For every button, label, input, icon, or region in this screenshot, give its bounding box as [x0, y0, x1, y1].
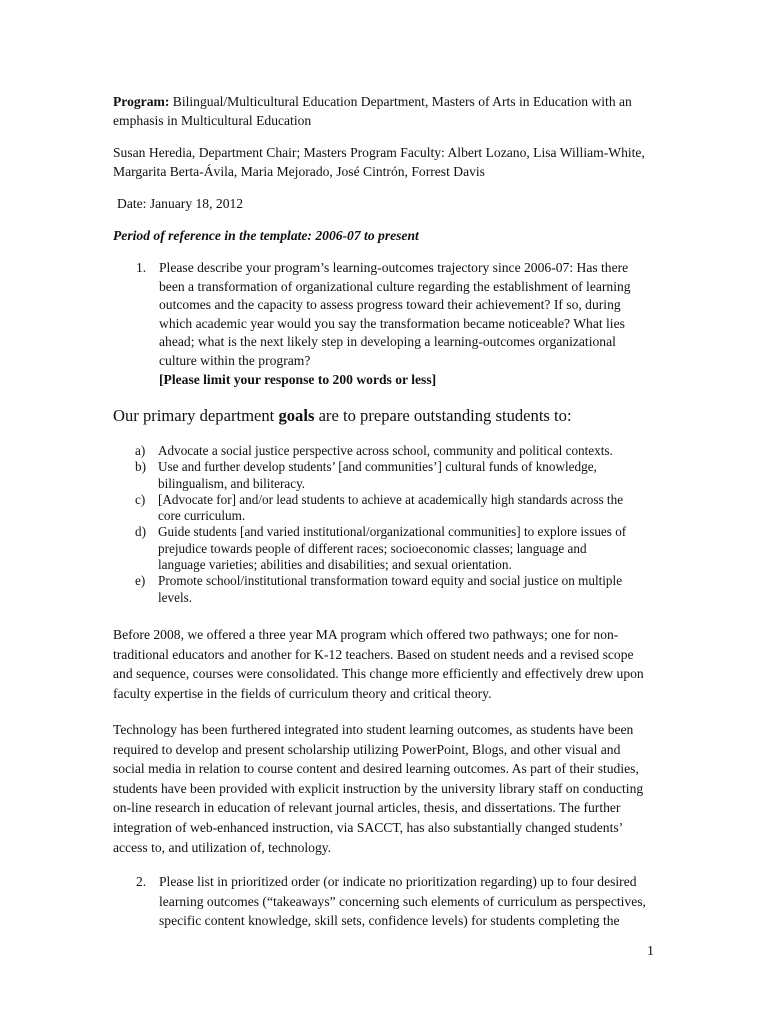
paragraph-line: and sequence, courses were consolidated. This change more efficiently and effectively drew upon [113, 666, 644, 682]
question-1-word-limit: [Please limit your response to 200 words or less] [159, 371, 437, 387]
goal-line: levels. [158, 589, 193, 605]
program-line-1: Bilingual/Multicultural Education Department, Masters of Arts in Education with an [172, 94, 632, 109]
paragraph-line: students have been provided with explicit instruction by the university library staff on conducting [113, 780, 644, 796]
goals-heading-post: are to prepare outstanding students to: [318, 406, 572, 425]
goal-item [135, 459, 665, 492]
paragraph-technology [113, 720, 663, 857]
program-line-2: emphasis in Multicultural Education [113, 113, 312, 128]
paragraph-line: access to, and utilization of, technology. [113, 839, 332, 855]
goals-heading [113, 406, 572, 426]
page-number: 1 [647, 944, 654, 959]
goal-item [135, 443, 665, 459]
goals-list [135, 443, 665, 606]
question-1-line: ahead; what is the next likely step in developing a learning-outcomes organizational [159, 334, 616, 350]
paragraph-line: social media in relation to course content and desired learning outcomes. As part of their studies, [113, 761, 639, 777]
question-1-line: Please describe your program’s learning-outcomes trajectory since 2006-07: Has there [159, 260, 629, 275]
question-1-line: outcomes and the capacity to assess progress toward their achievement? If so, during [159, 297, 621, 313]
goals-heading-pre: Our primary department [113, 406, 275, 425]
goal-item [135, 573, 665, 606]
question-1-line: which academic year would you say the transformation became noticeable? What lies [159, 315, 625, 331]
goal-line: prejudice towards people of different races; socioeconomic classes; language and [158, 540, 587, 556]
faculty-line-1: Susan Heredia, Department Chair; Masters Program Faculty: Albert Lozano, Lisa William-White, [113, 145, 645, 160]
goal-line: Guide students [and varied institutional/organizational communities] to explore issues of [158, 524, 627, 540]
program-label: Program: [113, 94, 170, 109]
question-2-line: specific content knowledge, skill sets, confidence levels) for students completing the [159, 913, 620, 929]
goal-line: Advocate a social justice perspective across school, community and political contexts. [158, 443, 613, 458]
goals-heading-bold: goals [278, 406, 315, 425]
faculty-list [113, 143, 658, 181]
paragraph-line: integration of web-enhanced instruction, via SACCT, has also substantially changed students’ [113, 819, 624, 835]
goal-line: language varieties; abilities and disabilities; and sexual orientation. [158, 557, 512, 573]
faculty-line-2: Margarita Berta-Ávila, Maria Mejorado, José Cintrón, Forrest Davis [113, 164, 485, 179]
question-1-line: culture within the program? [159, 352, 311, 368]
goal-line: [Advocate for] and/or lead students to achieve at academically high standards across the [158, 491, 624, 507]
goal-line: bilingualism, and biliteracy. [158, 475, 306, 491]
goal-item [135, 524, 665, 573]
goal-item [135, 492, 665, 525]
period-of-reference: Period of reference in the template: 2006-07 to present [113, 228, 419, 243]
paragraph-line: traditional educators and another for K-12 teachers. Based on student needs and a revised scope [113, 646, 634, 662]
question-2-line: Please list in prioritized order (or indicate no prioritization regarding) up to four desired [159, 874, 637, 889]
paragraph-line: required to develop and present scholarship utilizing PowerPoint, Blogs, and other visual and [113, 741, 621, 757]
paragraph-line: Technology has been furthered integrated into student learning outcomes, as students have been [113, 722, 634, 737]
question-2-line: learning outcomes (“takeaways” concerning such elements of curriculum as perspectives, [159, 893, 646, 909]
paragraph-program-history [113, 625, 663, 703]
goal-line: Promote school/institutional transformation toward equity and social justice on multiple [158, 573, 623, 589]
question-1-line: been a transformation of organizational culture regarding the establishment of learning [159, 278, 631, 294]
program-heading [113, 92, 658, 130]
goal-marker: b) [135, 459, 146, 475]
goal-marker: c) [135, 491, 146, 507]
goal-line: Use and further develop students’ [and communities’] cultural funds of knowledge, [158, 459, 597, 475]
goal-marker: e) [135, 573, 146, 589]
paragraph-line: Before 2008, we offered a three year MA program which offered two pathways; one for non- [113, 627, 619, 642]
paragraph-line: faculty expertise in the fields of curriculum theory and critical theory. [113, 685, 492, 701]
question-2-number: 2. [136, 874, 147, 889]
date-line: Date: January 18, 2012 [117, 196, 244, 211]
question-1-number: 1. [136, 260, 147, 275]
goal-marker: d) [135, 524, 146, 540]
goal-marker: a) [135, 443, 146, 458]
paragraph-line: on-line research in education of relevant journal articles, thesis, and dissertations. The further [113, 800, 621, 816]
goal-line: core curriculum. [158, 508, 246, 524]
